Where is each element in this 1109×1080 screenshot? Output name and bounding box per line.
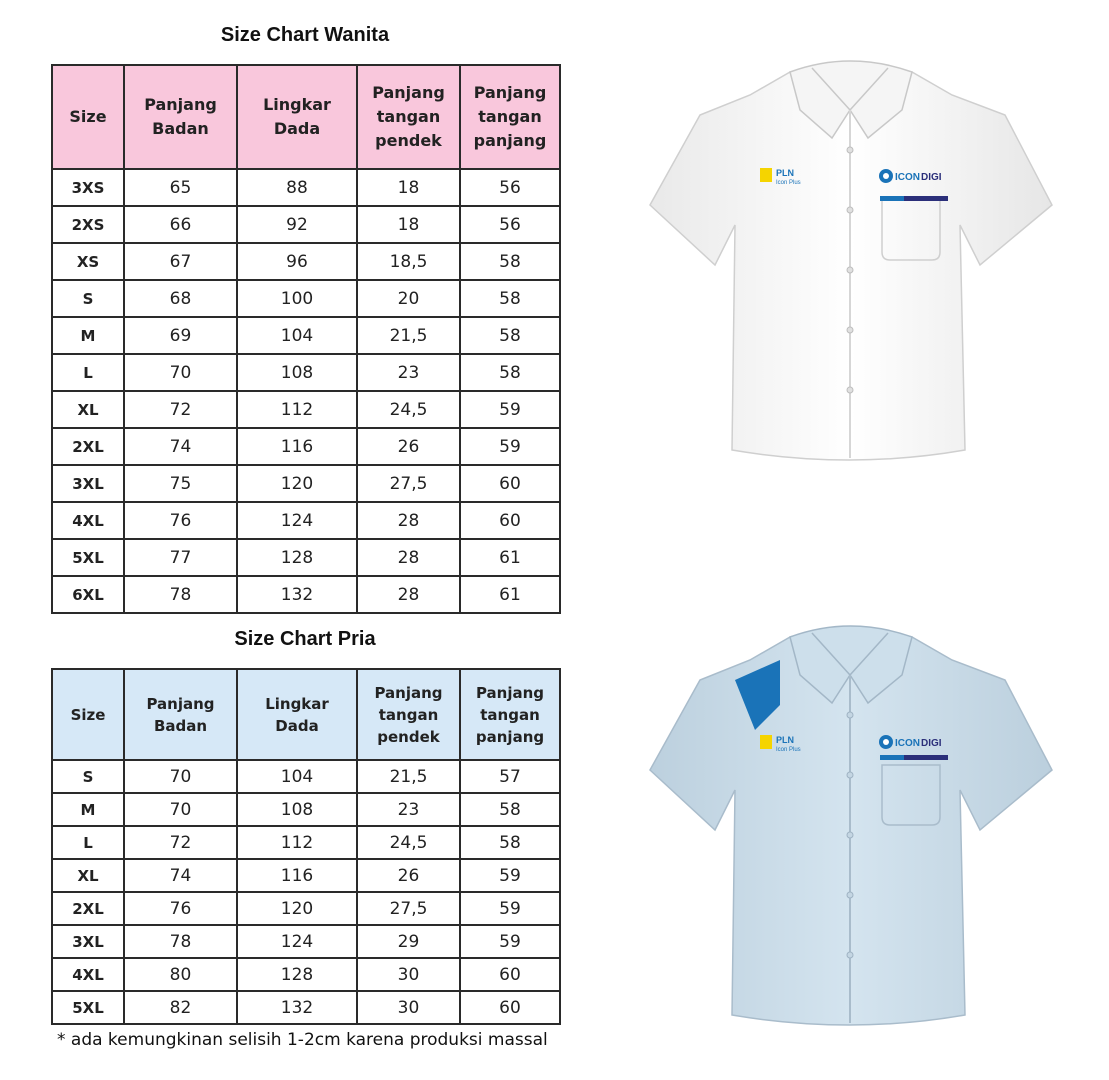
size-cell: XL xyxy=(52,391,124,428)
pln-logo-text: PLN xyxy=(776,735,794,745)
measurement-cell: 66 xyxy=(124,206,237,243)
measurement-cell: 18,5 xyxy=(357,243,460,280)
measurement-cell: 59 xyxy=(460,428,560,465)
measurement-cell: 70 xyxy=(124,793,237,826)
measurement-cell: 58 xyxy=(460,280,560,317)
measurement-cell: 28 xyxy=(357,539,460,576)
column-header: Panjang tangan panjang xyxy=(460,65,560,169)
measurement-cell: 76 xyxy=(124,502,237,539)
measurement-cell: 70 xyxy=(124,760,237,793)
measurement-cell: 29 xyxy=(357,925,460,958)
measurement-cell: 120 xyxy=(237,465,357,502)
measurement-cell: 108 xyxy=(237,354,357,391)
table-row xyxy=(52,428,560,465)
size-cell: S xyxy=(52,280,124,317)
women-size-table xyxy=(51,64,561,614)
size-cell: 5XL xyxy=(52,991,124,1024)
measurement-cell: 21,5 xyxy=(357,317,460,354)
column-header: Panjang Badan xyxy=(124,65,237,169)
measurement-cell: 58 xyxy=(460,826,560,859)
measurement-cell: 88 xyxy=(237,169,357,206)
pln-logo-subtext: Icon Plus xyxy=(776,180,801,186)
size-cell: 3XL xyxy=(52,925,124,958)
measurement-cell: 104 xyxy=(237,760,357,793)
measurement-cell: 59 xyxy=(460,859,560,892)
table-row xyxy=(52,391,560,428)
column-header: Panjang tangan pendek xyxy=(357,669,460,760)
size-cell: 4XL xyxy=(52,502,124,539)
measurement-cell: 74 xyxy=(124,428,237,465)
size-cell: 5XL xyxy=(52,539,124,576)
table-row xyxy=(52,958,560,991)
size-cell: 3XS xyxy=(52,169,124,206)
size-cell: 4XL xyxy=(52,958,124,991)
table-row xyxy=(52,206,560,243)
measurement-cell: 58 xyxy=(460,243,560,280)
size-cell: L xyxy=(52,826,124,859)
measurement-cell: 74 xyxy=(124,859,237,892)
size-cell: XL xyxy=(52,859,124,892)
measurement-cell: 128 xyxy=(237,958,357,991)
measurement-cell: 56 xyxy=(460,206,560,243)
table-row xyxy=(52,502,560,539)
measurement-cell: 132 xyxy=(237,576,357,613)
icondigi-logo-text-a: ICON xyxy=(895,738,920,749)
measurement-cell: 23 xyxy=(357,793,460,826)
measurement-cell: 27,5 xyxy=(357,892,460,925)
icondigi-logo-text-a: ICON xyxy=(895,172,920,183)
table-row xyxy=(52,354,560,391)
size-cell: 6XL xyxy=(52,576,124,613)
measurement-cell: 60 xyxy=(460,958,560,991)
measurement-cell: 21,5 xyxy=(357,760,460,793)
measurement-cell: 20 xyxy=(357,280,460,317)
size-cell: 3XL xyxy=(52,465,124,502)
table-row xyxy=(52,793,560,826)
measurement-cell: 116 xyxy=(237,428,357,465)
measurement-cell: 27,5 xyxy=(357,465,460,502)
measurement-cell: 120 xyxy=(237,892,357,925)
column-header: Panjang tangan pendek xyxy=(357,65,460,169)
table-row xyxy=(52,925,560,958)
table-row xyxy=(52,243,560,280)
measurement-cell: 116 xyxy=(237,859,357,892)
measurement-cell: 18 xyxy=(357,169,460,206)
measurement-cell: 96 xyxy=(237,243,357,280)
measurement-cell: 82 xyxy=(124,991,237,1024)
measurement-cell: 75 xyxy=(124,465,237,502)
table-row xyxy=(52,317,560,354)
measurement-cell: 92 xyxy=(237,206,357,243)
table-row xyxy=(52,465,560,502)
measurement-cell: 104 xyxy=(237,317,357,354)
table-header-row xyxy=(52,65,560,169)
measurement-cell: 58 xyxy=(460,317,560,354)
measurement-cell: 59 xyxy=(460,391,560,428)
table-row xyxy=(52,760,560,793)
measurement-cell: 77 xyxy=(124,539,237,576)
measurement-cell: 76 xyxy=(124,892,237,925)
measurement-cell: 26 xyxy=(357,859,460,892)
measurement-cell: 72 xyxy=(124,391,237,428)
icondigi-logo-text-b: DIGI xyxy=(921,738,942,749)
measurement-cell: 56 xyxy=(460,169,560,206)
table-row xyxy=(52,539,560,576)
measurement-cell: 60 xyxy=(460,502,560,539)
measurement-cell: 30 xyxy=(357,991,460,1024)
table-row xyxy=(52,826,560,859)
measurement-cell: 24,5 xyxy=(357,391,460,428)
measurement-cell: 59 xyxy=(460,925,560,958)
men-size-table xyxy=(51,668,561,1025)
measurement-cell: 58 xyxy=(460,793,560,826)
measurement-cell: 30 xyxy=(357,958,460,991)
measurement-cell: 78 xyxy=(124,576,237,613)
measurement-cell: 108 xyxy=(237,793,357,826)
column-header: Size xyxy=(52,65,124,169)
size-cell: 2XS xyxy=(52,206,124,243)
measurement-cell: 59 xyxy=(460,892,560,925)
measurement-cell: 124 xyxy=(237,925,357,958)
measurement-cell: 68 xyxy=(124,280,237,317)
white-shirt-image xyxy=(640,40,1065,475)
measurement-cell: 112 xyxy=(237,391,357,428)
pln-logo-subtext: Icon Plus xyxy=(776,747,801,753)
table-row xyxy=(52,991,560,1024)
measurement-cell: 67 xyxy=(124,243,237,280)
column-header: Panjang Badan xyxy=(124,669,237,760)
size-cell: M xyxy=(52,317,124,354)
size-cell: 2XL xyxy=(52,892,124,925)
size-cell: M xyxy=(52,793,124,826)
measurement-cell: 80 xyxy=(124,958,237,991)
table-row xyxy=(52,576,560,613)
measurement-cell: 70 xyxy=(124,354,237,391)
column-header: Panjang tangan panjang xyxy=(460,669,560,760)
measurement-cell: 24,5 xyxy=(357,826,460,859)
measurement-cell: 26 xyxy=(357,428,460,465)
column-header: Lingkar Dada xyxy=(237,65,357,169)
size-cell: S xyxy=(52,760,124,793)
measurement-cell: 28 xyxy=(357,502,460,539)
measurement-cell: 100 xyxy=(237,280,357,317)
measurement-cell: 61 xyxy=(460,576,560,613)
measurement-cell: 60 xyxy=(460,465,560,502)
measurement-cell: 69 xyxy=(124,317,237,354)
measurement-cell: 18 xyxy=(357,206,460,243)
measurement-cell: 58 xyxy=(460,354,560,391)
measurement-cell: 112 xyxy=(237,826,357,859)
measurement-cell: 57 xyxy=(460,760,560,793)
size-cell: 2XL xyxy=(52,428,124,465)
measurement-cell: 61 xyxy=(460,539,560,576)
measurement-cell: 124 xyxy=(237,502,357,539)
women-chart-title: Size Chart Wanita xyxy=(220,24,390,46)
measurement-cell: 23 xyxy=(357,354,460,391)
blue-shirt-image xyxy=(640,605,1065,1035)
measurement-cell: 72 xyxy=(124,826,237,859)
measurement-cell: 60 xyxy=(460,991,560,1024)
measurement-cell: 65 xyxy=(124,169,237,206)
measurement-cell: 78 xyxy=(124,925,237,958)
table-row xyxy=(52,169,560,206)
pln-logo-text: PLN xyxy=(776,168,794,178)
column-header: Size xyxy=(52,669,124,760)
footnote: * ada kemungkinan selisih 1-2cm karena produksi massal xyxy=(57,1030,548,1050)
measurement-cell: 128 xyxy=(237,539,357,576)
table-header-row xyxy=(52,669,560,760)
table-row xyxy=(52,280,560,317)
column-header: Lingkar Dada xyxy=(237,669,357,760)
size-cell: L xyxy=(52,354,124,391)
table-row xyxy=(52,892,560,925)
measurement-cell: 132 xyxy=(237,991,357,1024)
icondigi-logo-text-b: DIGI xyxy=(921,172,942,183)
men-chart-title: Size Chart Pria xyxy=(234,628,376,650)
measurement-cell: 28 xyxy=(357,576,460,613)
size-cell: XS xyxy=(52,243,124,280)
table-row xyxy=(52,859,560,892)
